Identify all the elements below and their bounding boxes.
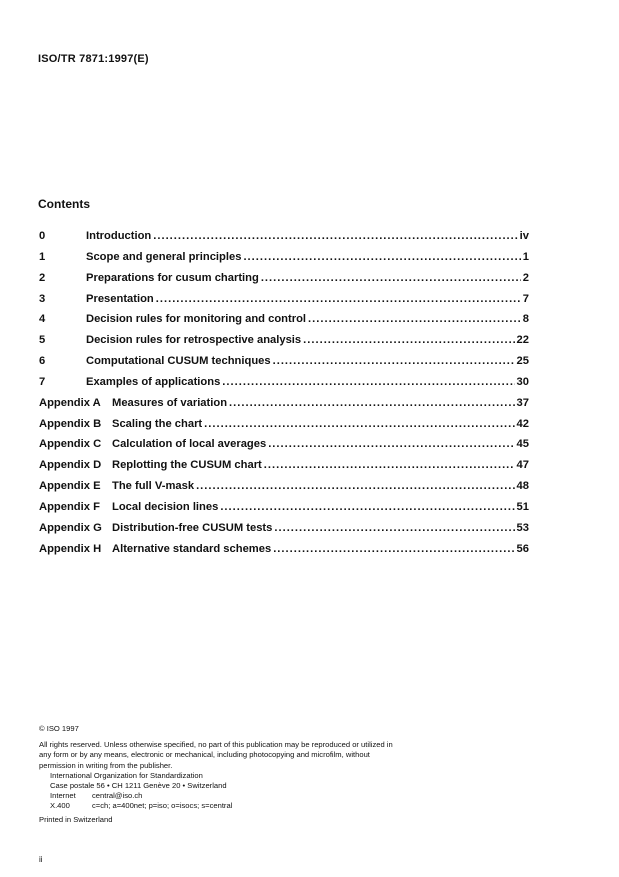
toc-entry-number: Appendix G xyxy=(39,521,102,534)
toc-entry-page: 7 xyxy=(522,292,529,305)
toc-dot-leader xyxy=(274,522,514,534)
toc-entry-title: Measures of variation xyxy=(112,396,228,409)
page-number: ii xyxy=(39,855,43,864)
rights-notice: All rights reserved. Unless otherwise specified, no part of this publication may be reproduced or utilized in any form or by any means, electronic or mechanical, including photocopying and microfilm, without permission in writing from the publisher. xyxy=(39,740,393,770)
toc-entry-number: Appendix F xyxy=(39,500,100,513)
toc-entry-page: 2 xyxy=(522,271,529,284)
toc-dot-leader xyxy=(273,543,514,555)
toc-entry-title: Presentation xyxy=(86,292,154,305)
toc-dot-leader xyxy=(229,397,515,409)
toc-entry-page: 53 xyxy=(516,521,529,534)
toc-entry-page: 48 xyxy=(516,480,529,493)
document-id: ISO/TR 7871:1997(E) xyxy=(38,53,149,65)
toc-entry xyxy=(39,522,529,543)
toc-entry xyxy=(39,543,529,564)
toc-entry xyxy=(39,334,529,355)
toc-entry-number: 2 xyxy=(39,271,46,284)
table-of-contents xyxy=(39,230,529,564)
toc-dot-leader xyxy=(261,272,521,284)
toc-entry-number: Appendix B xyxy=(39,417,102,430)
toc-entry-page: 22 xyxy=(516,334,529,347)
internet-label: Internet xyxy=(50,791,76,801)
toc-entry-title: Decision rules for retrospective analysis xyxy=(86,334,302,347)
toc-dot-leader xyxy=(204,418,514,430)
contents-heading: Contents xyxy=(38,197,90,211)
toc-entry xyxy=(39,313,529,334)
toc-entry-number: 3 xyxy=(39,292,46,305)
toc-dot-leader xyxy=(196,480,514,492)
x400-value: c=ch; a=400net; p=iso; o=isocs; s=central xyxy=(92,801,233,811)
toc-entry-title: Distribution-free CUSUM tests xyxy=(112,521,273,534)
toc-entry xyxy=(39,230,529,251)
toc-entry-title: Preparations for cusum charting xyxy=(86,271,259,284)
toc-entry-page: 51 xyxy=(516,500,529,513)
toc-entry-page: 30 xyxy=(516,375,529,388)
toc-dot-leader xyxy=(222,376,514,388)
toc-entry xyxy=(39,501,529,522)
toc-entry xyxy=(39,418,529,439)
toc-entry-number: Appendix A xyxy=(39,396,101,409)
x400-address xyxy=(39,801,399,811)
toc-entry xyxy=(39,251,529,272)
toc-entry-page: 47 xyxy=(516,459,529,472)
toc-entry-title: Decision rules for monitoring and control xyxy=(86,313,307,326)
toc-entry-title: Local decision lines xyxy=(112,500,219,513)
toc-entry-title: Calculation of local averages xyxy=(112,438,267,451)
toc-entry xyxy=(39,480,529,501)
organization-name: International Organization for Standardization xyxy=(50,770,203,780)
toc-entry-number: Appendix C xyxy=(39,438,102,451)
toc-entry-page: 1 xyxy=(522,250,529,263)
toc-dot-leader xyxy=(303,334,514,346)
toc-entry-page: 42 xyxy=(516,417,529,430)
x400-label: X.400 xyxy=(50,801,70,811)
toc-entry-title: Examples of applications xyxy=(86,375,221,388)
copyright-block xyxy=(39,724,399,825)
toc-entry-number: 1 xyxy=(39,250,46,263)
toc-entry-title: The full V-mask xyxy=(112,480,195,493)
toc-entry-number: Appendix E xyxy=(39,480,101,493)
toc-entry xyxy=(39,355,529,376)
toc-entry xyxy=(39,397,529,418)
toc-entry-page: 56 xyxy=(516,542,529,555)
toc-entry-number: 0 xyxy=(39,230,46,242)
toc-entry-number: 7 xyxy=(39,375,46,388)
toc-entry xyxy=(39,438,529,459)
toc-entry-page: iv xyxy=(519,230,529,242)
toc-dot-leader xyxy=(156,293,521,305)
toc-entry-number: 6 xyxy=(39,355,46,368)
toc-entry-number: 5 xyxy=(39,334,46,347)
internet-value: central@iso.ch xyxy=(92,791,143,801)
toc-entry-title: Computational CUSUM techniques xyxy=(86,355,271,368)
toc-dot-leader xyxy=(220,501,514,513)
toc-dot-leader xyxy=(264,459,515,471)
toc-entry xyxy=(39,272,529,293)
toc-dot-leader xyxy=(308,313,521,325)
toc-dot-leader xyxy=(153,230,517,242)
toc-dot-leader xyxy=(273,355,515,367)
toc-entry xyxy=(39,376,529,397)
internet-address xyxy=(39,791,399,801)
printed-in: Printed in Switzerland xyxy=(39,814,113,824)
toc-entry xyxy=(39,293,529,314)
toc-entry-title: Scope and general principles xyxy=(86,250,242,263)
toc-entry-number: Appendix D xyxy=(39,459,102,472)
toc-entry-number: 4 xyxy=(39,313,46,326)
toc-entry xyxy=(39,459,529,480)
toc-entry-title: Alternative standard schemes xyxy=(112,542,272,555)
toc-entry-page: 45 xyxy=(516,438,529,451)
toc-entry-page: 25 xyxy=(516,355,529,368)
toc-dot-leader xyxy=(268,438,514,450)
toc-entry-title: Scaling the chart xyxy=(112,417,203,430)
toc-entry-page: 8 xyxy=(522,313,529,326)
toc-dot-leader xyxy=(243,251,520,263)
toc-entry-page: 37 xyxy=(516,396,529,409)
toc-entry-number: Appendix H xyxy=(39,542,102,555)
postal-address: Case postale 56 • CH 1211 Genève 20 • Switzerland xyxy=(50,781,227,791)
copyright-line: © ISO 1997 xyxy=(39,724,79,733)
toc-entry-title: Introduction xyxy=(86,230,152,242)
toc-entry-title: Replotting the CUSUM chart xyxy=(112,459,262,472)
